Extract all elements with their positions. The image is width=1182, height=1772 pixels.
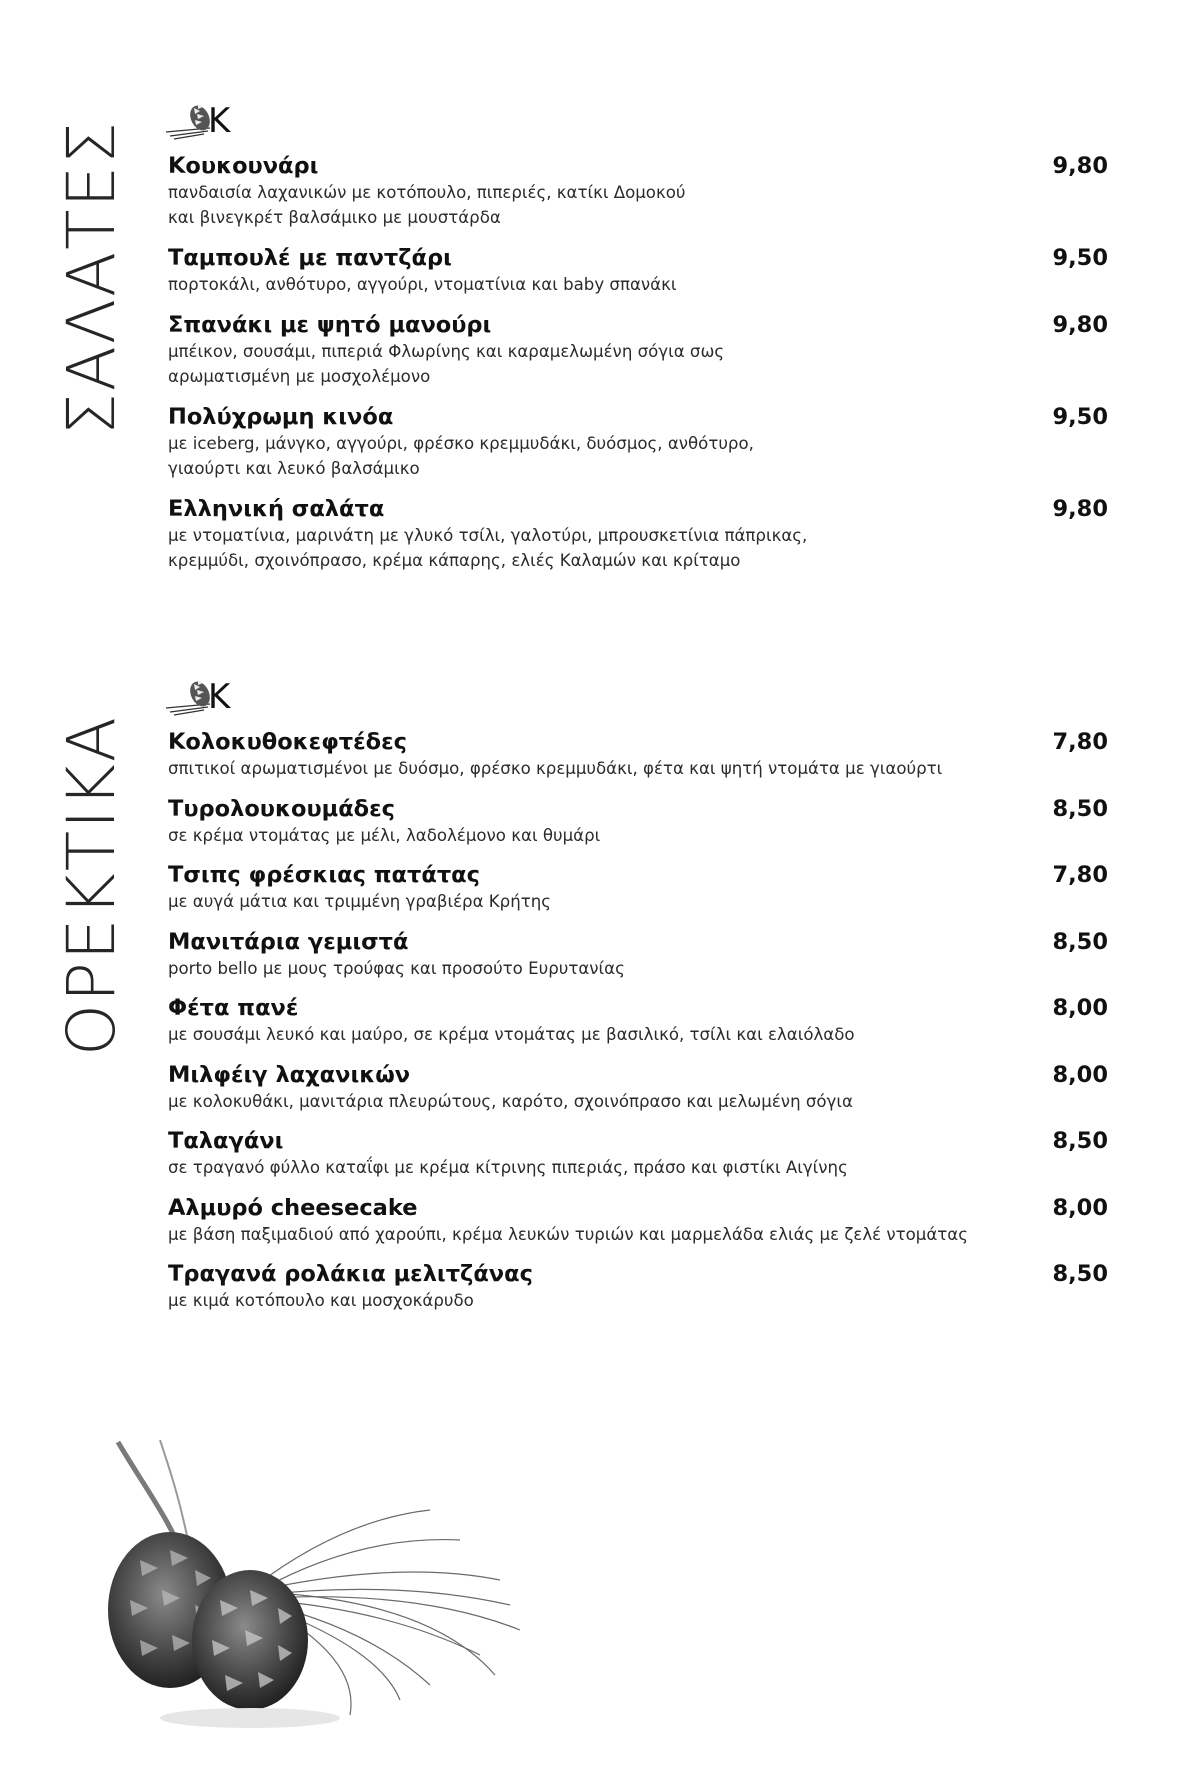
item-description: σε τραγανό φύλλο καταΐφι με κρέμα κίτρινης πιπεριάς, πράσο και φιστίκι Αιγίνης — [168, 1158, 848, 1177]
item-price: 9,80 — [1052, 496, 1108, 522]
item-price: 8,50 — [1052, 1261, 1108, 1287]
item-price: 7,80 — [1052, 862, 1108, 888]
section-title-appetizers: ΟΡΕΚΤΙΚΑ — [53, 715, 130, 1056]
item-name: Σπανάκι με ψητό μανούρι — [168, 312, 492, 338]
item-name: Ταλαγάνι — [168, 1128, 284, 1154]
item-price: 9,50 — [1052, 404, 1108, 430]
pinecone-k-logo — [164, 98, 238, 142]
item-description: μπέικον, σουσάμι, πιπεριά Φλωρίνης και καραμελωμένη σόγια σως αρωματισμένη με μοσχολέμονο — [168, 342, 725, 386]
logo-letter: K — [208, 101, 231, 141]
item-name: Πολύχρωμη κινόα — [168, 404, 394, 430]
menu-item — [168, 861, 1108, 914]
item-description: με βάση παξιμαδιού από χαρούπι, κρέμα λευκών τυριών και μαρμελάδα ελιάς με ζελέ ντομάτας — [168, 1224, 968, 1244]
item-price: 9,80 — [1052, 153, 1108, 179]
pinecone-illustration — [100, 1440, 580, 1740]
item-description: με σουσάμι λευκό και μαύρο, σε κρέμα ντομάτας με βασιλικό, τσίλι και ελαιόλαδο — [168, 1025, 855, 1044]
menu-item — [168, 1260, 1108, 1313]
menu-item — [168, 152, 1108, 230]
item-name: Μανιτάρια γεμιστά — [168, 928, 409, 955]
pinecone-k-logo — [164, 674, 238, 718]
item-name: Κολοκυθοκεφτέδες — [168, 729, 407, 755]
item-description: σε κρέμα ντομάτας με μέλι, λαδολέμονο και θυμάρι — [168, 825, 601, 845]
item-price: 8,00 — [1052, 1194, 1108, 1221]
item-description: πορτοκάλι, ανθότυρο, αγγούρι, ντοματίνια και baby σπανάκι — [168, 275, 677, 294]
item-description: με αυγά μάτια και τριμμένη γραβιέρα Κρήτης — [168, 892, 551, 911]
item-price: 8,50 — [1052, 928, 1108, 955]
item-name: Αλμυρό cheesecake — [168, 1194, 418, 1221]
item-description: porto bello με μους τρούφας και προσούτο Ευρυτανίας — [168, 958, 625, 978]
item-price: 9,50 — [1052, 245, 1108, 271]
menu-item — [168, 495, 1108, 573]
item-description: με κολοκυθάκι, μανιτάρια πλευρώτους, καρότο, σχοινόπρασο και μελωμένη σόγια — [168, 1091, 853, 1111]
menu-item — [168, 795, 1108, 848]
item-description: πανδαισία λαχανικών με κοτόπουλο, πιπεριές, κατίκι Δομοκού και βινεγκρέτ βαλσάμικο με μουστάρδα — [168, 183, 686, 227]
menu-item — [168, 994, 1108, 1047]
item-price: 8,50 — [1052, 795, 1108, 822]
logo-letter: K — [208, 677, 231, 717]
menu-item — [168, 1127, 1108, 1180]
item-description: με κιμά κοτόπουλο και μοσχοκάρυδο — [168, 1291, 474, 1310]
item-name: Κουκουνάρι — [168, 153, 319, 179]
item-description: με iceberg, μάνγκο, αγγούρι, φρέσκο κρεμμυδάκι, δυόσμος, ανθότυρο, γιαούρτι και λευκό βαλσάμικο — [168, 434, 754, 478]
item-name: Μιλφέιγ λαχανικών — [168, 1061, 411, 1088]
menu-list-salads — [168, 152, 1108, 587]
item-price: 8,00 — [1052, 1061, 1108, 1088]
menu-item — [168, 1061, 1108, 1114]
menu-list-appetizers — [168, 728, 1108, 1327]
item-price: 8,00 — [1052, 995, 1108, 1021]
menu-item — [168, 403, 1108, 481]
menu-item — [168, 728, 1108, 781]
item-name: Ταμπουλέ με παντζάρι — [168, 245, 452, 271]
item-name: Τσιπς φρέσκιας πατάτας — [168, 862, 480, 888]
item-price: 8,50 — [1052, 1128, 1108, 1154]
item-price: 9,80 — [1052, 312, 1108, 338]
item-name: Ελληνική σαλάτα — [168, 496, 385, 522]
item-name: Τυρολουκουμάδες — [168, 795, 395, 822]
section-title-salads: ΣΑΛΑΤΕΣ — [53, 120, 130, 435]
item-name: Τραγανά ρολάκια μελιτζάνας — [168, 1261, 533, 1287]
item-description: σπιτικοί αρωματισμένοι με δυόσμο, φρέσκο κρεμμυδάκι, φέτα και ψητή ντομάτα με γιαούρτι — [168, 759, 943, 778]
menu-item — [168, 311, 1108, 389]
item-name: Φέτα πανέ — [168, 995, 299, 1021]
item-description: με ντοματίνια, μαρινάτη με γλυκό τσίλι, γαλοτύρι, μπρουσκετίνια πάπρικας, κρεμμύδι, σχοινόπρασο, κρέμα κάπαρης, ελιές Καλαμών και κρίταμο — [168, 526, 808, 570]
menu-item — [168, 244, 1108, 297]
item-price: 7,80 — [1052, 729, 1108, 755]
menu-item — [168, 1194, 1108, 1247]
menu-item — [168, 928, 1108, 981]
